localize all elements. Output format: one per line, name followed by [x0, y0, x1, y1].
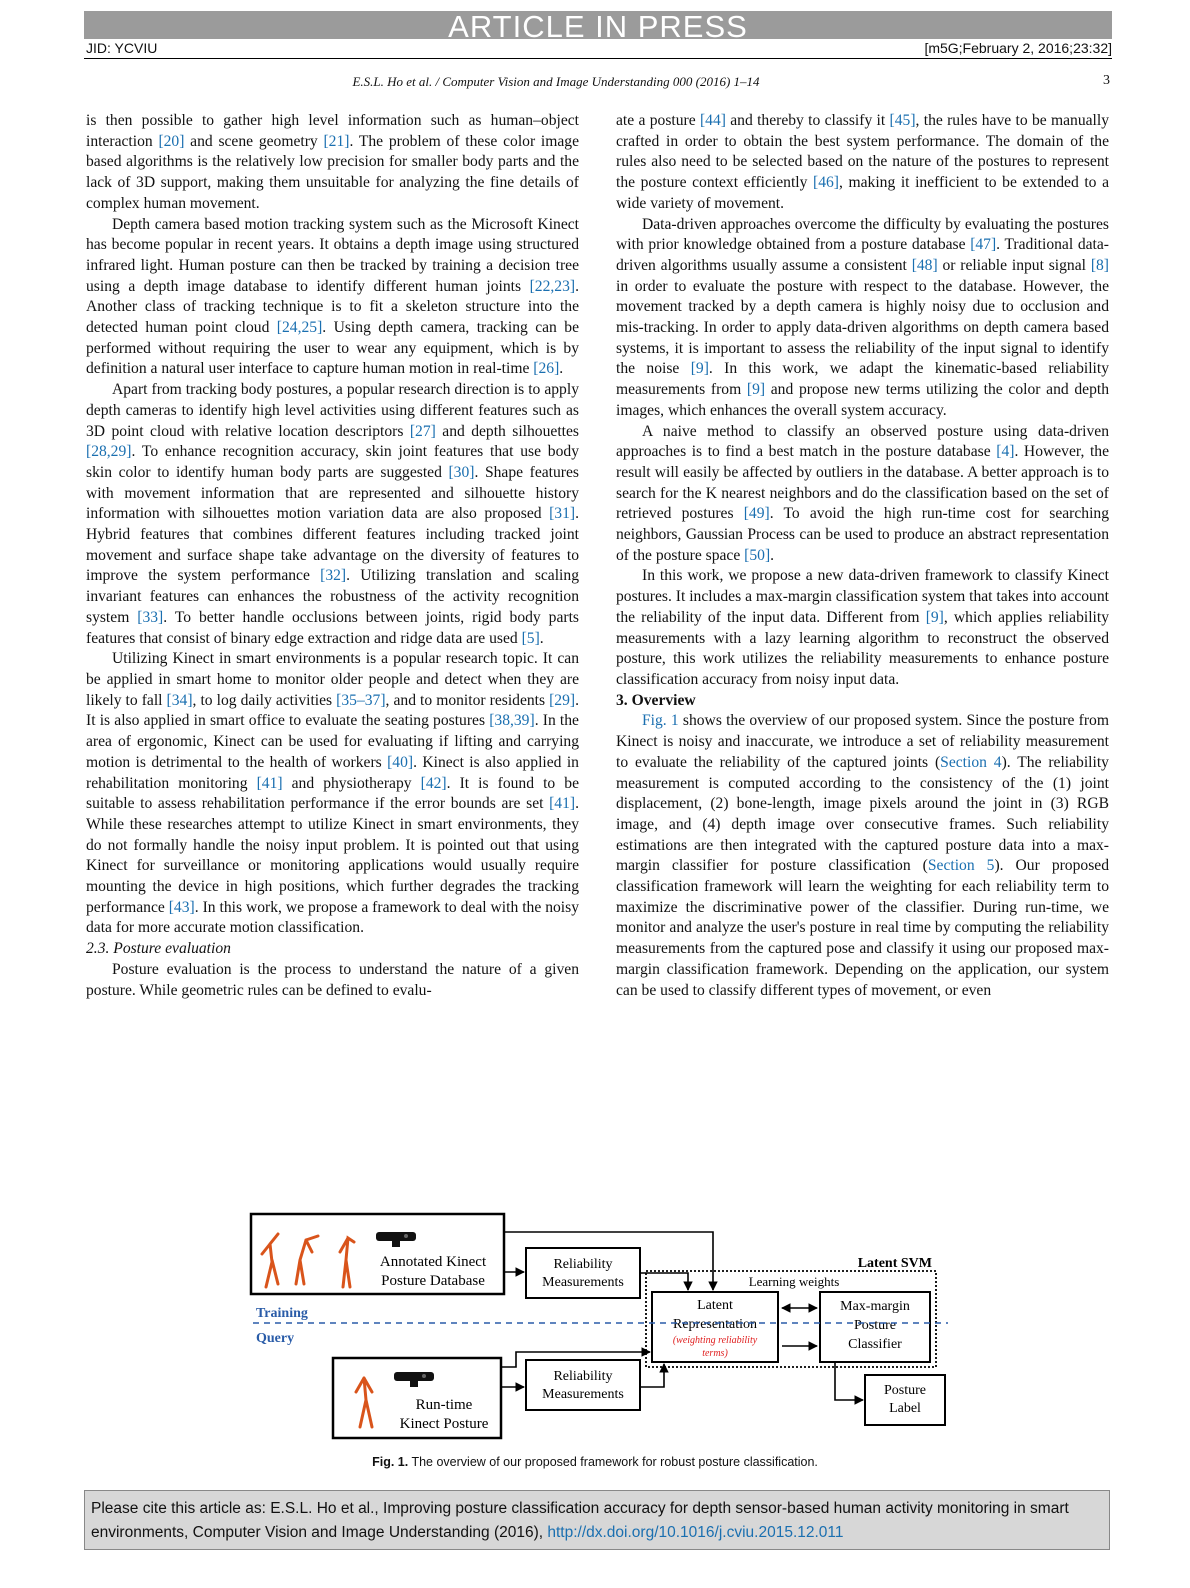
runtime-label: Run-time — [415, 1397, 473, 1413]
kinect-sensor-icon — [394, 1372, 434, 1387]
paragraph: Fig. 1 shows the overview of our proposed system. Since the posture from Kinect is noisy and inaccurate, we introduce a set of reliability measurement to evaluate the reliability of the captured joints (Section 4). The reliability measurement is computed according to the consistency of the (1) joint displacement, (2) bone-length, image pixels around the joint in (3) RGB image, and (4) depth image over consecutive frames. Such reliability estimations are then integrated with the captured posture data into a max-margin classifier for posture classification (Section 5). Our proposed classification framework will learn the weighting for each reliability term to maximize the discriminative power of the classifier. During run-time, we monitor and analyze the user's posture in real time by computing the reliability measurements from the captured pose and classify it using our proposed max-margin classification framework. Depending on the application, our system can be used to classify different types of movement, or even — [616, 712, 1109, 999]
citation-link[interactable]: [9] — [925, 608, 944, 626]
classifier-label: Max-margin — [840, 1299, 910, 1314]
query-label: Query — [256, 1331, 295, 1346]
paragraph: ate a posture [44] and thereby to classify it [45], the rules have to be manually crafted in order to obtain the best system performance. The domain of the rules also need to be selected based on the nature of the postures to represent the posture context efficiently [46], making it inefficient to be extended to a wide variety of movement. — [616, 112, 1110, 212]
paragraph: Posture evaluation is the process to understand the nature of a given posture. While geometric rules can be defined to evalu- — [86, 960, 579, 999]
citation-link[interactable]: [30] — [448, 463, 475, 481]
citation-link[interactable]: [45] — [889, 112, 916, 129]
citation-link[interactable]: [5] — [521, 629, 540, 647]
section-heading: 3. Overview — [616, 691, 696, 709]
latent-svm-label: Latent SVM — [857, 1256, 932, 1271]
citation-link[interactable]: [43] — [168, 898, 195, 916]
paragraph: is then possible to gather high level information such as human–object interaction [20] and scene geometry [21]. The problem of these color image based algorithms is the relatively low precision for smaller body parts and the lack of 3D support, making them unsuitable for analyzing the fine details of complex human movement. — [86, 112, 579, 212]
runtime-label: Kinect Posture — [399, 1416, 489, 1432]
citation-link[interactable]: [47] — [970, 236, 997, 254]
paragraph: Apart from tracking body postures, a popular research direction is to apply depth cameras to identify high level activities using different features such as 3D point cloud with relative location descriptors [27] and depth silhouettes [28,29]. To enhance recognition accuracy, skin joint features that use body skin color to identify human body parts are suggested [30]. Shape features with movement information that are represented and silhouette history information with silhouettes motion variation data are also proposed [31]. Hybrid features that combines different features including tracked joint movement and surface shape take advantage on the diversity of features to improve the system performance [32]. Utilizing translation and scaling invariant features can enhances the robustness of the activity recognition system [33]. To better handle occlusions between joints, rigid body parts features that consist of binary edge extraction and ridge data are used [5]. — [86, 381, 579, 647]
citation-link[interactable]: [35–37] — [336, 691, 386, 709]
citation-link[interactable]: [41] — [549, 795, 576, 813]
timestamp: [m5G;February 2, 2016;23:32] — [924, 40, 1112, 56]
article-in-press-banner: ARTICLE IN PRESS — [84, 11, 1112, 39]
journal-id: JID: YCVIU — [86, 40, 158, 56]
citation-link[interactable]: [49] — [743, 505, 770, 523]
paragraph: In this work, we propose a new data-driven framework to classify Kinect postures. It includes a max-margin classification system that takes into account the reliability of the input data. Different from [9], which applies reliability measurements with a lazy learning algorithm to reconstruct the observed posture, this work utilizes the reliability measurements to enhance posture classification accuracy from noisy input data. — [616, 567, 1109, 688]
citation-link[interactable]: [42] — [420, 774, 447, 792]
learning-weights-label: Learning weights — [748, 1274, 840, 1289]
figure-1-diagram — [248, 1212, 948, 1447]
citation-link[interactable]: [27] — [409, 422, 436, 440]
classifier-label: Classifier — [848, 1337, 902, 1352]
reliability-label: Reliability — [553, 1369, 613, 1384]
citation-link[interactable]: [4] — [996, 443, 1015, 461]
citation-link[interactable]: [40] — [387, 753, 414, 771]
left-column — [86, 111, 579, 1001]
citation-link[interactable]: [41] — [256, 774, 283, 792]
citation-link[interactable]: [33] — [137, 608, 164, 626]
citation-link[interactable]: [20] — [158, 132, 185, 150]
runtime-posture-icon — [356, 1378, 372, 1427]
citation-link[interactable]: [28,29] — [86, 443, 132, 461]
db-label: Annotated Kinect — [379, 1254, 487, 1270]
figure-link[interactable]: Fig. 1 — [642, 712, 679, 730]
citation-link[interactable]: [22,23] — [529, 277, 576, 295]
latent-note: (weighting reliability — [672, 1335, 758, 1346]
citation-link[interactable]: [29] — [549, 691, 576, 709]
doi-link[interactable]: http://dx.doi.org/10.1016/j.cviu.2015.12.011 — [547, 1524, 844, 1541]
citation-link[interactable]: [48] — [911, 256, 938, 274]
citation-link[interactable]: [8] — [1090, 256, 1109, 274]
citation-box: Please cite this article as: E.S.L. Ho et al., Improving posture classification accuracy for depth sensor-based human activity monitoring in smart environments, Computer Vision and Image Understanding (2016), http://dx.doi.org/10.1016/j.cviu.2015.12.011 — [84, 1490, 1110, 1550]
section-link[interactable]: Section 4 — [940, 753, 1002, 771]
citation-link[interactable]: [32] — [320, 567, 347, 585]
citation-link[interactable]: [34] — [166, 691, 193, 709]
posture-figures-icon — [262, 1234, 354, 1287]
classifier-label: Posture — [854, 1318, 896, 1333]
training-label: Training — [256, 1306, 308, 1321]
paragraph: Depth camera based motion tracking system such as the Microsoft Kinect has become popular in recent years. It obtains a depth image using structured infrared light. Human posture can then be tracked by training a decision tree using a depth image database to identify different human joints [22,23]. Another class of tracking technique is to fit a skeleton structure into the detected human point cloud [24,25]. Using depth camera, tracking can be performed without requiring the user to wear any equipment, which is by definition a natural user interface to capture human motion in real-time [26]. — [86, 215, 579, 378]
latent-note: terms) — [702, 1348, 728, 1359]
posture-label-text: Posture — [884, 1383, 926, 1398]
reliability-label: Measurements — [542, 1275, 624, 1290]
citation-link[interactable]: [21] — [323, 132, 350, 150]
reliability-box-training — [526, 1248, 640, 1298]
header-rule — [84, 58, 1112, 59]
citation-link[interactable]: [31] — [549, 505, 576, 523]
citation-link[interactable]: [44] — [699, 112, 726, 129]
reliability-label: Measurements — [542, 1387, 624, 1402]
citation-link[interactable]: [9] — [690, 360, 709, 378]
paragraph: Data-driven approaches overcome the difficulty by evaluating the postures with prior knowledge obtained from a posture database [47]. Traditional data-driven algorithms usually assume a consistent [48] or reliable input signal [8] in order to evaluate the posture with respect to the database. However, the movement tracked by a depth camera is highly noisy due to occlusion and mis-tracking. In order to apply data-driven algorithms on depth camera based systems, it is important to assess the reliability of the input signal to identify the noise [9]. In this work, we adapt the kinematic-based reliability measurements from [9] and propose new terms utilizing the color and depth images, which enhances the overall system accuracy. — [616, 215, 1109, 419]
citation-link[interactable]: [9] — [746, 381, 766, 399]
subsection-heading: 2.3. Posture evaluation — [86, 940, 231, 958]
figure-caption: Fig. 1. The overview of our proposed framework for robust posture classification. — [372, 1455, 818, 1469]
reliability-box-query — [526, 1360, 640, 1410]
right-column — [616, 111, 1109, 1001]
citation-link[interactable]: [24,25] — [276, 319, 323, 337]
posture-label-text: Label — [889, 1401, 921, 1416]
citation-link[interactable]: [46] — [813, 174, 839, 192]
running-header: E.S.L. Ho et al. / Computer Vision and Image Understanding 000 (2016) 1–14 — [352, 74, 760, 89]
citation-link[interactable]: [38,39] — [489, 712, 535, 730]
citation-link[interactable]: [50] — [744, 546, 771, 564]
paragraph: A naive method to classify an observed posture using data-driven approaches is to find a best match in the posture database [4]. However, the result will easily be affected by outliers in the database. A better approach is to search for the K nearest neighbors and do the classification based on the set of retrieved postures [49]. To avoid the high run-time cost for searching neighbors, Gaussian Process can be used to produce an abstract representation of the posture space [50]. — [616, 422, 1110, 564]
citation-link[interactable]: [26] — [533, 360, 560, 378]
latent-label: Representation — [673, 1317, 757, 1332]
section-link[interactable]: Section 5 — [927, 857, 995, 875]
page-number: 3 — [1103, 73, 1110, 88]
reliability-label: Reliability — [553, 1257, 613, 1272]
db-label: Posture Database — [381, 1273, 485, 1289]
paragraph: Utilizing Kinect in smart environments is a popular research topic. It can be applied in smart home to monitor older people and detect when they are likely to fall [34], to log daily activities [35–37], and to monitor residents [29]. It is also applied in smart office to evaluate the seating postures [38,39]. In the area of ergonomic, Kinect can be used for evaluating if lifting and carrying motion is detrimental to the health of workers [40]. Kinect is also applied in rehabilitation monitoring [41] and physiotherapy [42]. It is found to be suitable to assess rehabilitation performance if the error bounds are set [41]. While these researches attempt to utilize Kinect in smart environments, they do not formally handle the noisy input problem. It is pointed out that using Kinect for surveillance or monitoring applications would usually require mounting the device in high positions, which further degrades the tracking performance [43]. In this work, we propose a framework to deal with the noisy data for more accurate motion classification. — [86, 650, 579, 937]
latent-label: Latent — [697, 1298, 733, 1313]
kinect-sensor-icon — [376, 1232, 416, 1247]
